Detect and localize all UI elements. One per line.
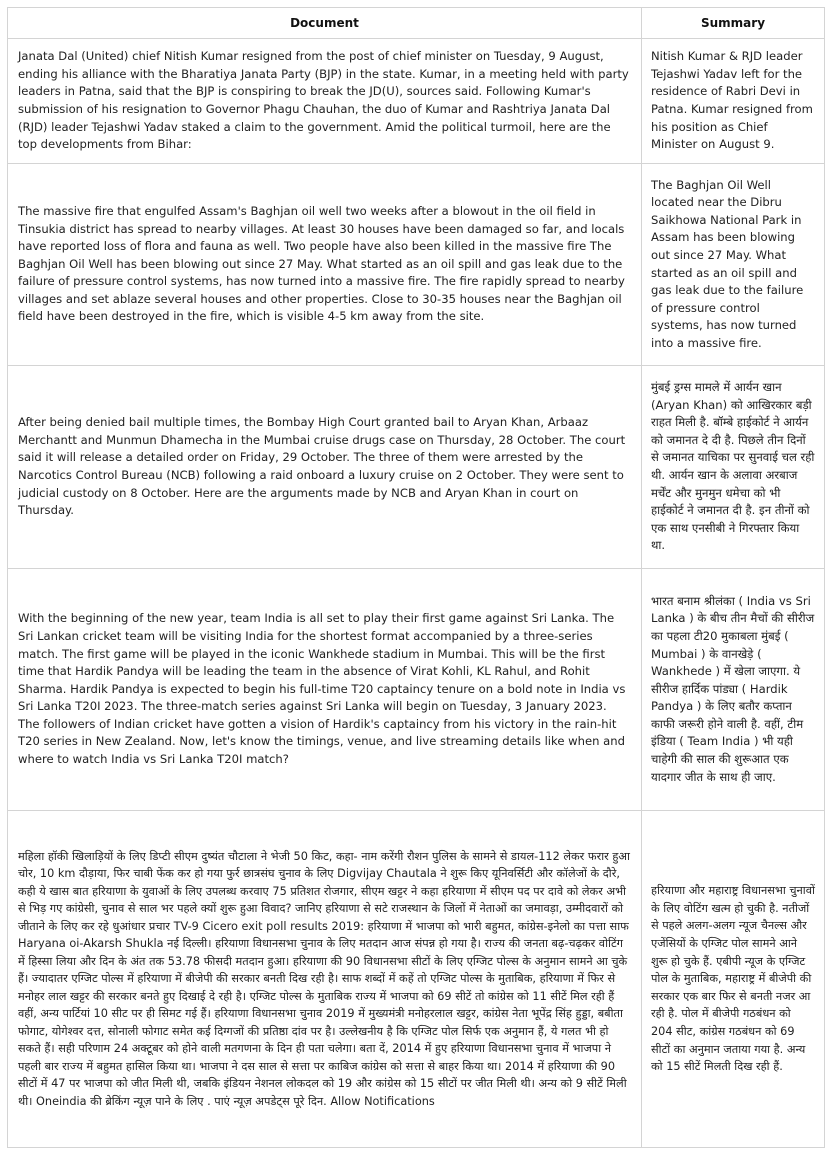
document-cell: With the beginning of the new year, team India is all set to play their first game against Sri Lanka. The Sri Lankan cricket team will be visiting India for the shortest format accompanied by a three-series match. The first game will be played in the iconic Wankhede stadium in Mumbai. This will be the first time that Hardik Pandya will be leading the team in the absence of Virat Kohli, KL Rahul, and Rohit Sharma. Hardik Pandya is expected to begin his full-time T20 captaincy tenure on a bold note in India vs Sri Lanka T20I 2023. The three-match series against Sri Lanka will begin on Tuesday, 3 January 2023. The followers of Indian cricket have gotten a vision of Hardik's captaincy from his victory in the rain-hit T20 series in New Zealand. Now, let's know the timings, venue, and live streaming details like when and where to watch India vs Sri Lanka T20I match?: [8, 569, 642, 811]
column-header-document: Document: [8, 8, 642, 39]
summary-cell: भारत बनाम श्रीलंका ( India vs Sri Lanka ) के बीच तीन मैचों की सीरीज का पहला टी20 मुकाबला मुंबई ( Mumbai ) के वानखेड़े ( Wankhede ) में खेला जाएगा. ये सीरीज हार्दिक पांड्या ( Hardik Pandya ) के लिए बतौर कप्तान काफी जरूरी होने वाली है. वहीं, टीम इंडिया ( Team India ) भी यही चाहेगी की साल की शुरूआत एक यादगार जीत के साथ ही जाए.: [642, 569, 825, 811]
summary-table: [7, 7, 825, 1148]
table-row: [8, 39, 825, 164]
table-row: [8, 366, 825, 569]
summary-cell: The Baghjan Oil Well located near the Dibru Saikhowa National Park in Assam has been blowing out since 27 May. What started as an oil spill and gas leak due to the failure of pressure control systems, has now turned into a massive fire.: [642, 164, 825, 366]
column-header-summary: Summary: [642, 8, 825, 39]
table-row: [8, 569, 825, 811]
document-cell: Janata Dal (United) chief Nitish Kumar resigned from the post of chief minister on Tuesday, 9 August, ending his alliance with the Bharatiya Janata Party (BJP) in the state. Kumar, in a meeting held with party leaders in Patna, said that the BJP is conspiring to break the JD(U), sources said. Following Kumar's submission of his resignation to Governor Phagu Chauhan, the duo of Kumar and Rashtriya Janata Dal (RJD) leader Tejashwi Yadav staked a claim to the government. Amid the political turmoil, here are the top developments from Bihar:: [8, 39, 642, 164]
summary-cell: मुंबई ड्रग्स मामले में आर्यन खान (Aryan Khan) को आखिरकार बड़ी राहत मिली है. बॉम्बे हाईकोर्ट ने आर्यन को जमानत दे दी है. पिछले तीन दिनों से जमानत याचिका पर सुनवाई चल रही थी. आर्यन खान के अलावा अरबाज मर्चेंट और मुनमुन धमेचा को भी हाईकोर्ट ने जमानत दी है. इन तीनों को एक साथ एनसीबी ने गिरफ्तार किया था.: [642, 366, 825, 569]
document-cell: After being denied bail multiple times, the Bombay High Court granted bail to Aryan Khan, Arbaaz Merchantt and Munmun Dhamecha in the Mumbai cruise drugs case on Thursday, 28 October. The court said it will release a detailed order on Friday, 29 October. The three of them were arrested by the Narcotics Control Bureau (NCB) following a raid onboard a luxury cruise on 2 October. They were sent to judicial custody on 8 October. Here are the arguments made by NCB and Aryan Khan in court on Thursday.: [8, 366, 642, 569]
document-cell: The massive fire that engulfed Assam's Baghjan oil well two weeks after a blowout in the oil field in Tinsukia district has spread to nearby villages. At least 30 houses have been damaged so far, and locals have reported loss of flora and fauna as well. Two people have also been killed in the massive fire The Baghjan Oil Well has been blowing out since 27 May. What started as an oil spill and gas leak due to the failure of pressure control systems, has now turned into a massive fire. The fire rapidly spread to nearby villages and set ablaze several houses and other properties. Close to 30-35 houses near the Baghjan oil field have been destroyed in the fire, which is visible 4-5 km away from the site.: [8, 164, 642, 366]
document-cell: महिला हॉकी खिलाड़ियों के लिए डिप्टी सीएम दुष्यंत चौटाला ने भेजी 50 किट, कहा- नाम करेंगी रौशन पुलिस के सामने से डायल-112 लेकर फरार हुआ चोर, 10 km दौड़ाया, फिर चाबी फेंक कर हो गया फुर्र छात्रसंघ चुनाव के लिए Digvijay Chautala ने शुरू किए यूनिवर्सिटी और कॉलेजों के दौरे, कही ये खास बात हरियाणा के युवाओं के लिए उपलब्ध करवाए 75 प्रतिशत रोजगार, सीएम खट्टर ने कहा हरियाणा में सीएम पद पर दावे को लेकर अभी से भिड़ गए कांग्रेसी, चुनाव से साल भर पहले क्यों शुरू हुआ विवाद? जानिए हरियाणा से सटे राजस्थान के जिलों में नेताओं का जमावड़ा, उम्मीदवारों को जीताने के लिए कर रहे धुआंधार प्रचार TV-9 Cicero exit poll results 2019: हरियाणा में भाजपा को भारी बहुमत, कांग्रेस-इनेलो का पत्ता साफ Haryana oi-Akarsh Shukla नई दिल्ली। हरियाणा विधानसभा चुनाव के लिए मतदान आज संपन्न हो गया है। राज्य की जनता बढ़-चढ़कर वोटिंग में हिस्सा लिया और दिन के अंत तक 53.78 फीसदी मतदान हुआ। हरियाणा की 90 विधानसभा सीटों के लिए एग्जिट पोल्स के अनुमान सामने आ चुके हैं। ज्यादातर एग्जिट पोल्स में हरियाणा में बीजेपी की सरकार बनती दिख रही है। साफ शब्दों में कहें तो एग्जिट पोल्स के मुताबिक, हरियाणा में फिर से मनोहर लाल खट्टर की सरकार बनते हुए दिखाई दे रही है। एग्जिट पोल्स के मुताबिक राज्य में भाजपा को 69 सीटें तो कांग्रेस को 11 सीटें मिल रही हैं वहीं, अन्य पार्टियां 10 सीट पर ही सिमट गई हैं। हरियाणा विधानसभा चुनाव 2019 में मुख्यमंत्री मनोहरलाल खट्टर, कांग्रेस नेता भूपेंद्र सिंह हुड्डा, बबीता फोगाट, योगेश्वर दत्त, सोनाली फोगाट समेत कई दिग्गजों की प्रतिष्ठा दांव पर है। उल्लेखनीय है कि एग्जिट पोल सिर्फ एक अनुमान हैं, ये गलत भी हो सकते हैं। सही परिणाम 24 अक्टूबर को होने वाली मतगणना के दिन ही पता चलेगा। बता दें, 2014 में हुए हरियाणा विधानसभा चुनाव में भाजपा ने पहली बार राज्य में बहुमत हासिल किया था। भाजपा ने दस साल से सत्ता पर काबिज कांग्रेस को सत्ता से बाहर किया था। 2014 में हरियाणा की 90 सीटों में 47 पर भाजपा को जीत मिली थी, जबकि इंडियन नेशनल लोकदल को 19 और कांग्रेस को 15 सीटों पर जीत मिली थी। अन्य को 9 सीटें मिली थी। Oneindia की ब्रेकिंग न्यूज़ पाने के लिए . पाएं न्यूज़ अपडेट्स पूरे दिन. Allow Notifications: [8, 811, 642, 1148]
table-row: [8, 811, 825, 1148]
summary-cell: Nitish Kumar & RJD leader Tejashwi Yadav left for the residence of Rabri Devi in Patna. Kumar resigned from his position as Chief Minister on August 9.: [642, 39, 825, 164]
summary-cell: हरियाणा और महाराष्ट्र विधानसभा चुनावों के लिए वोटिंग खत्म हो चुकी है. नतीजों से पहले अलग-अलग न्यूज चैनल्स और एजेंसियों के एग्जिट पोल सामने आने शुरू हो चुके हैं. एबीपी न्यूज के एग्जिट पोल के मुताबिक, महाराष्ट्र में बीजेपी की सरकार एक बार फिर से बनती नजर आ रही है. पोल में बीजेपी गठबंधन को 204 सीट, कांग्रेस गठबंधन को 69 सीटों का अनुमान जताया गया है. अन्य को 15 सीटें मिलती दिख रही हैं.: [642, 811, 825, 1148]
table-row: [8, 164, 825, 366]
header-row: [8, 8, 825, 39]
